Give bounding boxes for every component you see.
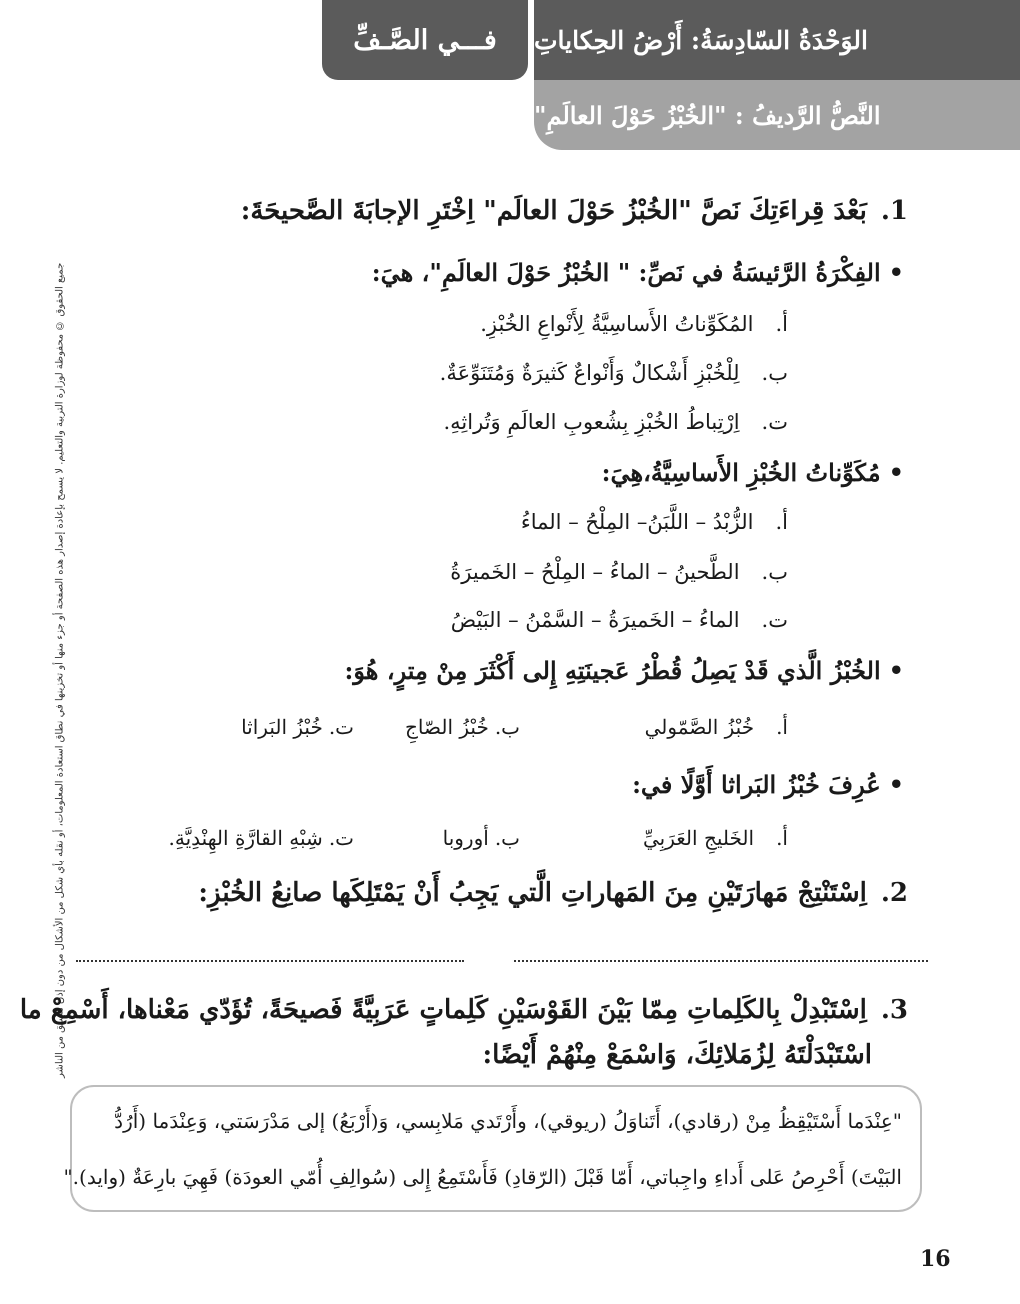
option-text: شِبْهِ القارَّةِ الهِنْدِيَّةِ.: [168, 826, 323, 850]
option-letter: ب.: [494, 715, 520, 739]
q1-item-1-option-a[interactable]: [480, 312, 788, 336]
option-text: الزُّبْدُ – اللَّبَنُ– المِلْحُ – الماءُ: [520, 510, 754, 534]
text-box: [63, 1085, 922, 1212]
unit-title: [534, 0, 1020, 80]
text-box-line-2: البَيْتَ) أَحْرِصُ عَلى أَداءِ واجِباتي، أَمّا قَبْلَ (الرّقادِ) فَأَسْتَمِعُ إِلى (سُوالِفِ أُمّي العودَة) فَهِيَ بارِعَةٌ (وايد).": [63, 1165, 902, 1189]
question-2: [198, 878, 908, 908]
q1-item-3-option-t[interactable]: [241, 715, 354, 739]
q1-item-1-option-t[interactable]: [444, 410, 789, 434]
question-1: [241, 196, 908, 226]
q1-item-4-option-a[interactable]: [643, 826, 788, 850]
question-3: [20, 995, 908, 1025]
q1-item-3-option-b[interactable]: [405, 715, 520, 739]
answer-line-1[interactable]: [514, 960, 928, 962]
class-tab: فـــي الصَّـفِّ: [322, 0, 528, 80]
option-letter: ت.: [328, 826, 354, 850]
question-3-number: 3.: [880, 995, 908, 1025]
q1-item-1-text: الفِكْرَةُ الرَّئيسَةُ في نَصِّ: " الخُبْزُ حَوْلَ العالَمِ"، هيَ:: [371, 258, 881, 287]
q1-item-2-option-a[interactable]: [521, 510, 788, 534]
option-text: خُبْزُ الصّاجِ: [405, 715, 489, 739]
side-text-banner: [534, 80, 1020, 150]
q1-item-2-option-b[interactable]: [450, 560, 788, 584]
q1-item-2-text: مُكَوِّناتُ الخُبْزِ الأَساسِيَّةُ،هِيَ:: [601, 458, 881, 487]
q1-item-1: [372, 258, 904, 287]
page-number: 16: [920, 1246, 951, 1272]
question-3-continuation: [482, 1040, 872, 1070]
option-text: اِرْتِباطُ الخُبْزِ بِشُعوبِ العالَمِ وَتُراثِهِ.: [443, 410, 740, 434]
question-2-number: 2.: [880, 878, 908, 908]
answer-line-2[interactable]: [76, 960, 464, 962]
q1-item-3: [345, 656, 904, 685]
question-3-line-2: اسْتَبْدَلْتَهُ لِزُمَلائِكَ، وَاسْمَعْ مِنْهُمْ أَيْضًا:: [482, 1040, 872, 1070]
bullet-icon: •: [888, 656, 904, 685]
option-text: الطَّحينُ – الماءُ – المِلْحُ – الخَميرَةُ: [450, 560, 740, 584]
bullet-icon: •: [888, 258, 904, 287]
option-letter: أ.: [775, 510, 788, 534]
q1-item-2: [602, 458, 904, 487]
question-2-text: اِسْتَنْتِجْ مَهارَتَيْنِ مِنَ المَهاراتِ الَّتي يَجِبُ أَنْ يَمْتَلِكَها صانِعُ الخُبْزِ:: [198, 878, 867, 908]
copyright-notice: جميع الحقوق © محفوظة لوزارة التربية والتعليم. لا يسمح بإعادة إصدار هذه الصفحة أو جزء منها أو تخزينها في نطاق استعادة المعلومات، أو نقله بأي شكل من الأشكال من دون إذن مسبق من الناشر: [54, 262, 66, 1078]
text-box-line-1: "عِنْدَما أَسْتَيْقِظُ مِنْ (رقادي)، أَتَناوَلُ (ريوقي)، وأَرْتَدي مَلابِسي، وَ(أَرْبَعُ) إلى مَدْرَسَتي، وَعِنْدَما (أَرُدُّ: [114, 1109, 902, 1133]
option-text: الخَليجِ العَرَبِيِّ: [643, 826, 755, 850]
question-1-text: بَعْدَ قِراءَتِكَ نَصَّ "الخُبْزُ حَوْلَ العالَم" اِخْتَرِ الإجابَةَ الصَّحيحَةَ:: [240, 196, 867, 226]
option-letter: أ.: [776, 826, 788, 850]
question-1-number: 1.: [880, 196, 908, 226]
q1-item-3-text: الخُبْزُ الَّذي قَدْ يَصِلُ قُطْرُ عَجينَتِهِ إِلى أَكْثَرَ مِنْ مِترٍ، هُوَ:: [344, 656, 881, 685]
q1-item-3-option-a[interactable]: [645, 715, 788, 739]
bullet-icon: •: [888, 458, 904, 487]
option-text: خُبْزُ الصَّمّولي: [644, 715, 755, 739]
q1-item-4-option-b[interactable]: [443, 826, 520, 850]
option-letter: ت.: [761, 410, 788, 434]
q1-item-4-option-t[interactable]: [169, 826, 354, 850]
option-text: خُبْزُ البَراثا: [241, 715, 323, 739]
option-letter: أ.: [776, 715, 788, 739]
option-letter: ب.: [494, 826, 520, 850]
option-letter: ت.: [761, 608, 788, 632]
option-letter: أ.: [775, 312, 788, 336]
option-letter: ت.: [328, 715, 354, 739]
q1-item-4: [632, 770, 904, 799]
bullet-icon: •: [888, 770, 904, 799]
option-text: المُكَوِّناتُ الأَساسِيَّةُ لِأَنْواعِ الخُبْزِ.: [480, 312, 754, 336]
unit-title-text: الوَحْدَةُ السّادِسَةُ: أَرْضُ الحِكاياتِ: [534, 25, 868, 55]
option-text: لِلْخُبْزِ أَشْكالٌ وَأَنْواعٌ كَثيرَةٌ وَمُتَنَوِّعَةٌ.: [439, 361, 740, 385]
q1-item-1-option-b[interactable]: [440, 361, 788, 385]
q1-item-4-text: عُرِفَ خُبْزُ البَراثا أَوَّلًا في:: [632, 770, 881, 799]
option-letter: ب.: [761, 560, 788, 584]
side-text-title: النَّصُّ الرَّديفُ : "الخُبْزُ حَوْلَ العالَمِ": [534, 100, 881, 130]
option-letter: ب.: [761, 361, 788, 385]
option-text: الماءُ – الخَميرَةُ – السَّمْنُ – البَيْضُ: [450, 608, 740, 632]
option-text: أوروبا: [442, 826, 489, 850]
q1-item-2-option-t[interactable]: [451, 608, 788, 632]
question-3-line-1: اِسْتَبْدِلْ بِالكَلِماتِ مِمّا بَيْنَ القَوْسَيْنِ كَلِماتٍ عَرَبِيَّةً فَصيحَةً، تُؤَدّي مَعْناها، أَسْمِعْ ما: [19, 995, 867, 1025]
